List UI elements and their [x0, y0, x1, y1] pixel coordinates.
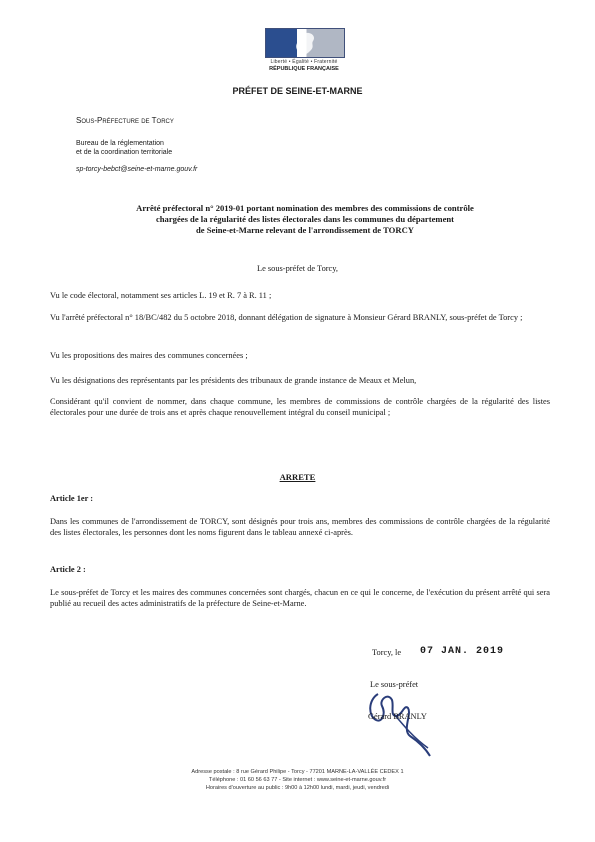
bureau-label	[76, 139, 172, 157]
signature-role: Le sous-préfet	[370, 680, 419, 689]
title-line-1: Arrêté préfectoral n° 2019-01 portant nomination des membres des commissions de contrôle	[136, 203, 474, 213]
article-2-title: Article 2 :	[50, 565, 86, 574]
footer-contact: Téléphone : 01 60 56 63 77 - Site internet : www.seine-et-marne.gouv.fr	[208, 777, 387, 783]
date-stamp: 07 JAN. 2019	[420, 646, 505, 657]
document-title	[60, 203, 550, 236]
article-1-title: Article 1er :	[50, 494, 94, 503]
signature-name: Gérard BRANLY	[368, 712, 427, 721]
article-2-text: Le sous-préfet de Torcy et les maires des communes concernées sont chargés, chacun en ce qui le concerne, de l'exécution du présent arrêté qui sera publié au recueil des actes administratifs de la préfecture de Seine-et-Marne.	[50, 588, 550, 608]
footer-hours: Horaires d'ouverture au public : 9h00 à 12h00 lundi, mardi, jeudi, vendredi	[205, 785, 390, 791]
title-line-3: de Seine-et-Marne relevant de l'arrondissement de TORCY	[195, 225, 414, 235]
vu-paragraph-2: Vu l'arrêté préfectoral n° 18/BC/482 du 5 octobre 2018, donnant délégation de signature à Monsieur Gérard BRANLY, sous-préfet de Torcy ;	[50, 313, 523, 322]
marianne-flag-icon	[265, 28, 345, 58]
signature-scribble-icon	[364, 686, 434, 758]
sous-prefecture-label: Sous-Préfecture de Torcy	[76, 116, 174, 125]
prefet-heading: PRÉFET DE SEINE-ET-MARNE	[232, 86, 363, 96]
logo-motto: Liberté • Égalité • Fraternité	[270, 59, 338, 65]
marianne-logo	[259, 28, 349, 78]
footer	[0, 768, 595, 792]
vu-paragraph-4: Vu les désignations des représentants par les présidents des tribunaux de grande instance de Meaux et Melun,	[50, 376, 417, 385]
footer-address: Adresse postale : 8 rue Gérard Philipe - Torcy - 77201 MARNE-LA-VALLÉE CEDEX 1	[191, 769, 404, 775]
bureau-line-1: Bureau de la réglementation	[76, 140, 164, 147]
arrete-heading: ARRETE	[279, 472, 316, 482]
marianne-profile-icon	[266, 29, 344, 57]
considerant-paragraph: Considérant qu'il convient de nommer, dans chaque commune, les membres de commissions de contrôle chargées de la régularité des listes électorales pour une durée de trois ans et après chaque renouvellement intégral du conseil municipal ;	[50, 397, 550, 417]
vu-paragraph-3: Vu les propositions des maires des communes concernées ;	[50, 351, 248, 360]
vu-paragraph-1: Vu le code électoral, notamment ses articles L. 19 et R. 7 à R. 11 ;	[50, 291, 272, 300]
signature-place: Torcy, le	[372, 648, 402, 657]
article-1-text: Dans les communes de l'arrondissement de TORCY, sont désignés pour trois ans, membres des commissions de contrôle chargées de la régularité des listes électorales, les personnes dont les noms figurent dans le tableau annexé ci-après.	[50, 517, 550, 537]
bureau-line-2: et de la coordination territoriale	[76, 149, 173, 156]
opening-line: Le sous-préfet de Torcy,	[256, 264, 339, 273]
logo-republic: RÉPUBLIQUE FRANÇAISE	[269, 66, 339, 72]
contact-email: sp-torcy-bebct@seine-et-marne.gouv.fr	[76, 166, 198, 173]
title-line-2: chargées de la régularité des listes électorales dans les communes du département	[155, 214, 455, 224]
handwritten-signature	[364, 686, 434, 758]
